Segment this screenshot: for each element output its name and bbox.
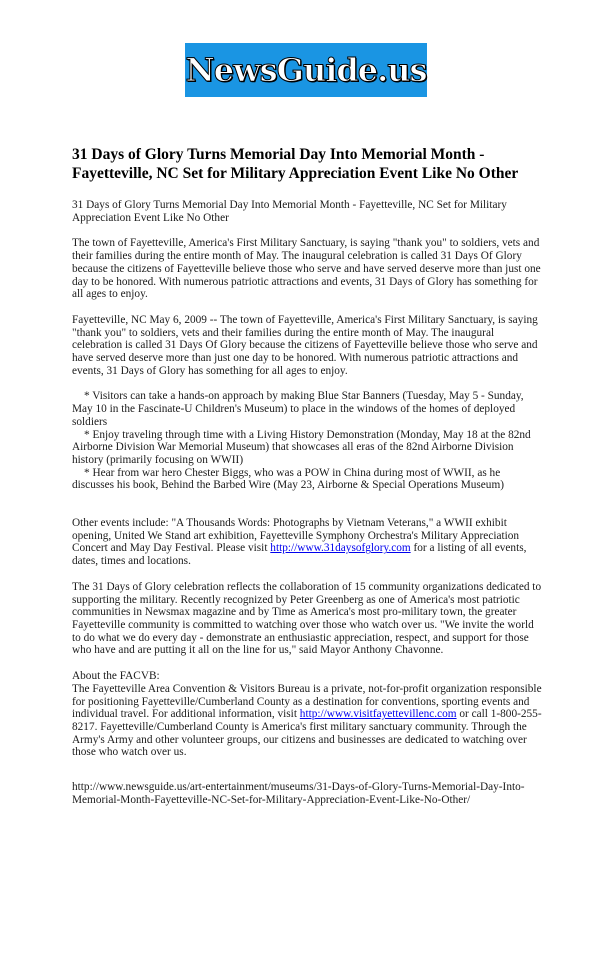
about-paragraph: The Fayetteville Area Convention & Visitors Bureau is a private, not-for-profit organization responsible for positioning Fayetteville/Cumberland County as a destination for conventions, sporting events and individual travel. For additional information, visit http://www.visitfayettevillenc.com or call 1-800-255-8217. Fayetteville/Cumberland County is America's first military sanctuary community. Through the Army's Army and other volunteer groups, our citizens and businesses are dedicated to watching over those who watch over us. xyxy=(72,682,542,759)
visitfayetteville-link[interactable]: http://www.visitfayettevillenc.com xyxy=(299,708,457,721)
logo-text: NewsGuide.us xyxy=(185,51,427,89)
list-item: * Hear from war hero Chester Biggs, who was a POW in China during most of WWII, as he discusses his book, Behind the Barbed Wire (May 23, Airborne & Special Operations Museum) xyxy=(72,466,504,492)
dateline-paragraph: Fayetteville, NC May 6, 2009 -- The town of Fayetteville, America's First Military Sanctuary, is saying "thank you" to soldiers, vets and their families during the entire month of May. The inaugural celebration is called 31 Days Of Glory because the citizens of Fayetteville believe those who serve and have served deserve more than just one day to be honored. With numerous patriotic attractions and events, 31 Days of Glory has something for all ages to enjoy. xyxy=(72,313,538,377)
article-subtitle: 31 Days of Glory Turns Memorial Day Into Memorial Month - Fayetteville, NC Set for Military Appreciation Event Like No Other xyxy=(72,199,507,224)
31daysofglory-link[interactable]: http://www.31daysofglory.com xyxy=(270,542,411,555)
article-title: 31 Days of Glory Turns Memorial Day Into Memorial Month - Fayetteville, NC Set for Military Appreciation Event Like No Other xyxy=(72,146,519,182)
list-item: * Visitors can take a hands-on approach by making Blue Star Banners (Tuesday, May 5 - Sunday, May 10 in the Fascinate-U Children's Museum) to place in the windows of the homes of deployed soldiers xyxy=(72,390,524,428)
about-heading: About the FACVB: xyxy=(72,670,160,683)
bullet-list xyxy=(72,390,542,492)
article xyxy=(72,145,542,806)
newsguide-logo[interactable] xyxy=(185,43,427,97)
intro-paragraph: The town of Fayetteville, America's First Military Sanctuary, is saying "thank you" to soldiers, vets and their families during the entire month of May. The inaugural celebration is called 31 Days Of Glory because the citizens of Fayetteville believe those who serve and have served deserve more than just one day to be honored. With numerous patriotic attractions and events, 31 Days of Glory has something for all ages to enjoy. xyxy=(72,237,541,301)
list-item: * Enjoy traveling through time with a Living History Demonstration (Monday, May 18 at the 82nd Airborne Division War Memorial Museum) that showcases all eras of the 82nd Airborne Division history (primarily focusing on WWII) xyxy=(72,428,531,466)
collaboration-paragraph: The 31 Days of Glory celebration reflects the collaboration of 15 community organizations dedicated to supporting the military. Recently recognized by Peter Greenberg as one of America's most patriotic communities in Newsmax magazine and by Time as America's most pro-military town, the greater Fayetteville community is committed to watching over those who watch over us. "We invite the world to do what we do every day - demonstrate an enthusiastic appreciation, respect, and support for those who have and are putting it all on the line for us," said Mayor Anthony Chavonne. xyxy=(72,580,542,657)
source-url[interactable]: http://www.newsguide.us/art-entertainment/museums/31-Days-of-Glory-Turns-Memorial-Day-Into-Memorial-Month-Fayetteville-NC-Set-for-Military-Appreciation-Event-Like-No-Other/ xyxy=(72,781,525,806)
other-events-paragraph: Other events include: "A Thousands Words: Photographs by Vietnam Veterans," a WWII exhibit opening, United We Stand art exhibition, Fayetteville Symphony Orchestra's Military Appreciation Concert and May Day Festival. Please visit http://www.31daysofglory.com for a listing of all events, dates, times and locations. xyxy=(72,517,527,568)
